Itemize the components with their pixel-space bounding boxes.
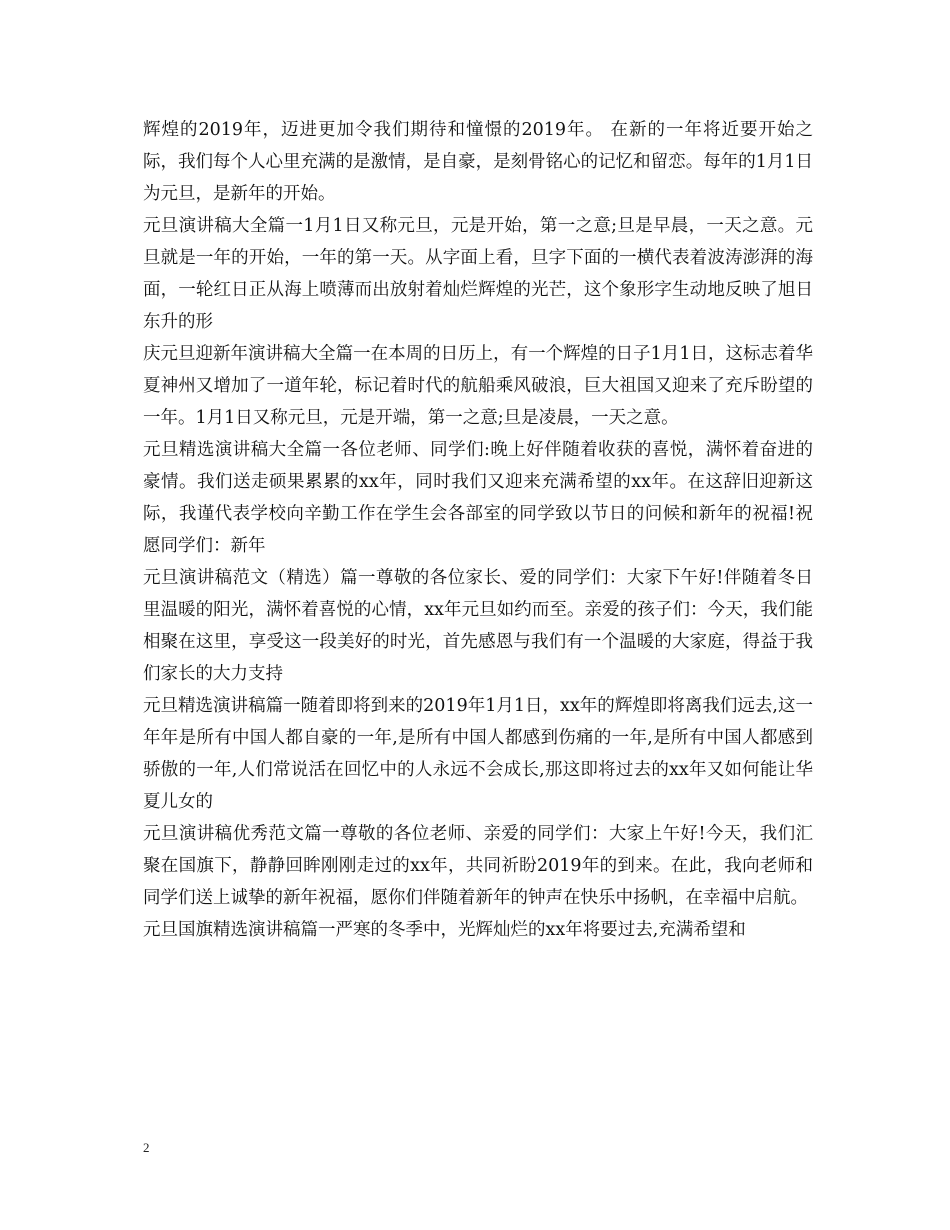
paragraph: 元旦演讲稿优秀范文篇一尊敬的各位老师、亲爱的同学们：大家上午好!今天，我们汇聚在国旗下，静静回眸刚刚走过的xx年，共同祈盼2019年的到来。在此，我向老师和同学们送上诚挚的新年祝福，愿你们伴随着新年的钟声在快乐中扬帆，在幸福中启航。 <box>143 824 813 908</box>
paragraph: 辉煌的2019年，迈进更加令我们期待和憧憬的2019年。 在新的一年将近要开始之际，我们每个人心里充满的是激情，是自豪，是刻骨铭心的记忆和留恋。每年的1月1日为元旦，是新年的开始。 <box>143 120 813 204</box>
paragraph: 元旦国旗精选演讲稿篇一严寒的冬季中，光辉灿烂的xx年将要过去,充满希望和 <box>143 920 746 940</box>
paragraph: 元旦精选演讲稿大全篇一各位老师、同学们:晚上好伴随着收获的喜悦，满怀着奋进的豪情。我们送走硕果累累的xx年，同时我们又迎来充满希望的xx年。在这辞旧迎新这际，我谨代表学校向辛勤工作在学生会各部室的同学致以节日的问候和新年的祝福!祝愿同学们：新年 <box>143 440 813 556</box>
paragraph: 元旦演讲稿大全篇一1月1日又称元旦，元是开始，第一之意;旦是早晨，一天之意。元旦就是一年的开始，一年的第一天。从字面上看，旦字下面的一横代表着波涛澎湃的海面，一轮红日正从海上喷薄而出放射着灿烂辉煌的光芒，这个象形字生动地反映了旭日东升的形 <box>143 216 813 332</box>
paragraph: 庆元旦迎新年演讲稿大全篇一在本周的日历上，有一个辉煌的日子1月1日，这标志着华夏神州又增加了一道年轮，标记着时代的航船乘风破浪，巨大祖国又迎来了充斥盼望的一年。1月1日又称元旦，元是开端，第一之意;旦是凌晨，一天之意。 <box>143 344 813 428</box>
document-body <box>143 114 813 946</box>
paragraph: 元旦精选演讲稿篇一随着即将到来的2019年1月1日，xx年的辉煌即将离我们远去,这一年年是所有中国人都自豪的一年,是所有中国人都感到伤痛的一年,是所有中国人都感到骄傲的一年,人们常说活在回忆中的人永远不会成长,那这即将过去的xx年又如何能让华夏儿女的 <box>143 696 813 812</box>
paragraph: 元旦演讲稿范文（精选）篇一尊敬的各位家长、爱的同学们：大家下午好!伴随着冬日里温暖的阳光，满怀着喜悦的心情，xx年元旦如约而至。亲爱的孩子们：今天，我们能相聚在这里，享受这一段美好的时光，首先感恩与我们有一个温暖的大家庭，得益于我们家长的大力支持 <box>143 568 813 684</box>
page-number: 2 <box>143 1140 150 1155</box>
